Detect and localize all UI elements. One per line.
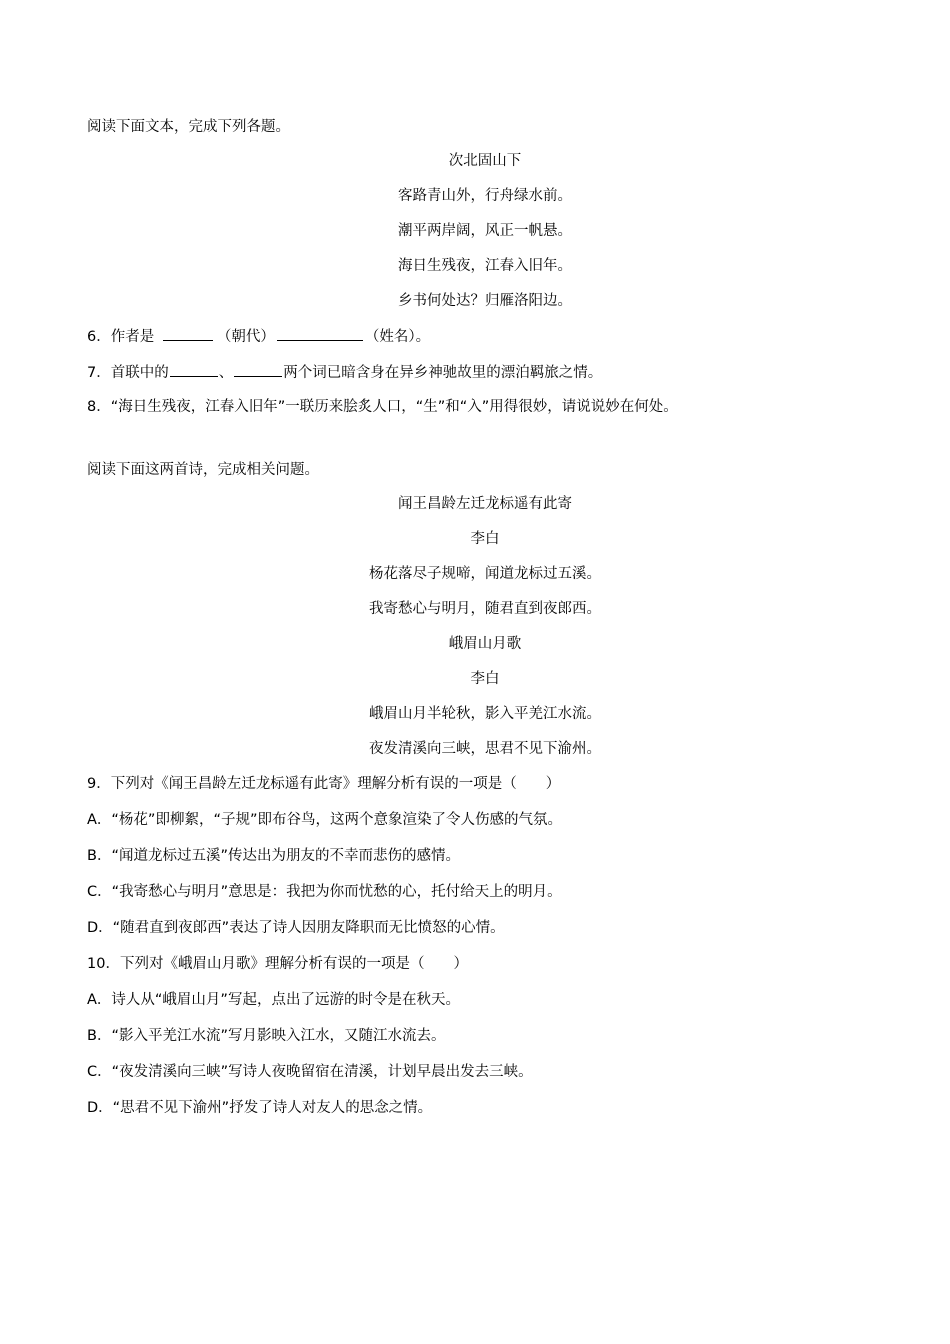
poem3-title: 峨眉山月歌 [448,636,522,652]
question-9-option-b[interactable]: B．“闻道龙标过五溪”传达出为朋友的不幸而悲伤的感情。 [87,848,460,864]
poem3-line-2: 夜发清溪向三峡，思君不见下渝州。 [369,741,601,757]
q6-suffix: （姓名）。 [364,329,431,345]
poem2-line-2: 我寄愁心与明月，随君直到夜郎西。 [369,601,601,617]
q7-prefix: 7．首联中的 [87,365,169,381]
question-7 [87,362,602,383]
question-9-stem: 9．下列对《闻王昌龄左迁龙标遥有此寄》理解分析有误的一项是（ ） [87,776,561,792]
question-10-option-a[interactable]: A．诗人从“峨眉山月”写起，点出了远游的时令是在秋天。 [87,992,460,1008]
q6-middle: （朝代） [216,329,275,345]
poem1-title: 次北固山下 [448,153,522,169]
question-10-option-d[interactable]: D．“思君不见下渝州”抒发了诗人对友人的思念之情。 [87,1100,433,1116]
q6-dynasty-blank[interactable] [163,326,213,341]
poem1-line-4: 乡书何处达？归雁洛阳边。 [398,293,572,309]
poem2-line-1: 杨花落尽子规啼，闻道龙标过五溪。 [369,566,601,582]
question-8: 8．“海日生残夜，江春入旧年”一联历来脍炙人口，“生”和“入”用得很妙，请说说妙在何处。 [87,399,678,415]
poem2-author: 李白 [470,531,500,547]
poem1-line-2: 潮平两岸阔，风正一帆悬。 [398,223,572,239]
q7-suffix: 两个词已暗含身在异乡神驰故里的漂泊羁旅之情。 [283,365,603,381]
question-10-stem: 10．下列对《峨眉山月歌》理解分析有误的一项是（ ） [87,956,468,972]
poem3-line-1: 峨眉山月半轮秋，影入平羌江水流。 [369,706,601,722]
q7-blank-1[interactable] [170,362,218,377]
poem2-title: 闻王昌龄左迁龙标遥有此寄 [398,496,572,512]
poem3-author: 李白 [470,671,500,687]
question-9-option-d[interactable]: D．“随君直到夜郎西”表达了诗人因朋友降职而无比愤怒的心情。 [87,920,505,936]
q6-prefix: 6．作者是 [87,329,155,345]
question-9-option-a[interactable]: A．“杨花”即柳絮，“子规”即布谷鸟，这两个意象渲染了令人伤感的气氛。 [87,812,562,828]
question-9-option-c[interactable]: C．“我寄愁心与明月”意思是：我把为你而忧愁的心，托付给天上的明月。 [87,884,562,900]
question-10-option-b[interactable]: B．“影入平羌江水流”写月影映入江水，又随江水流去。 [87,1028,446,1044]
q7-blank-2[interactable] [234,362,282,377]
question-10-option-c[interactable]: C．“夜发清溪向三峡”写诗人夜晚留宿在清溪，计划早晨出发去三峡。 [87,1064,533,1080]
q6-name-blank[interactable] [277,326,363,341]
poem1-line-3: 海日生残夜，江春入旧年。 [398,258,572,274]
section1-intro: 阅读下面文本，完成下列各题。 [87,119,290,135]
section2-intro: 阅读下面这两首诗，完成相关问题。 [87,462,319,478]
poem1-line-1: 客路青山外，行舟绿水前。 [398,188,572,204]
question-6 [87,326,430,347]
q7-sep: 、 [218,365,234,381]
